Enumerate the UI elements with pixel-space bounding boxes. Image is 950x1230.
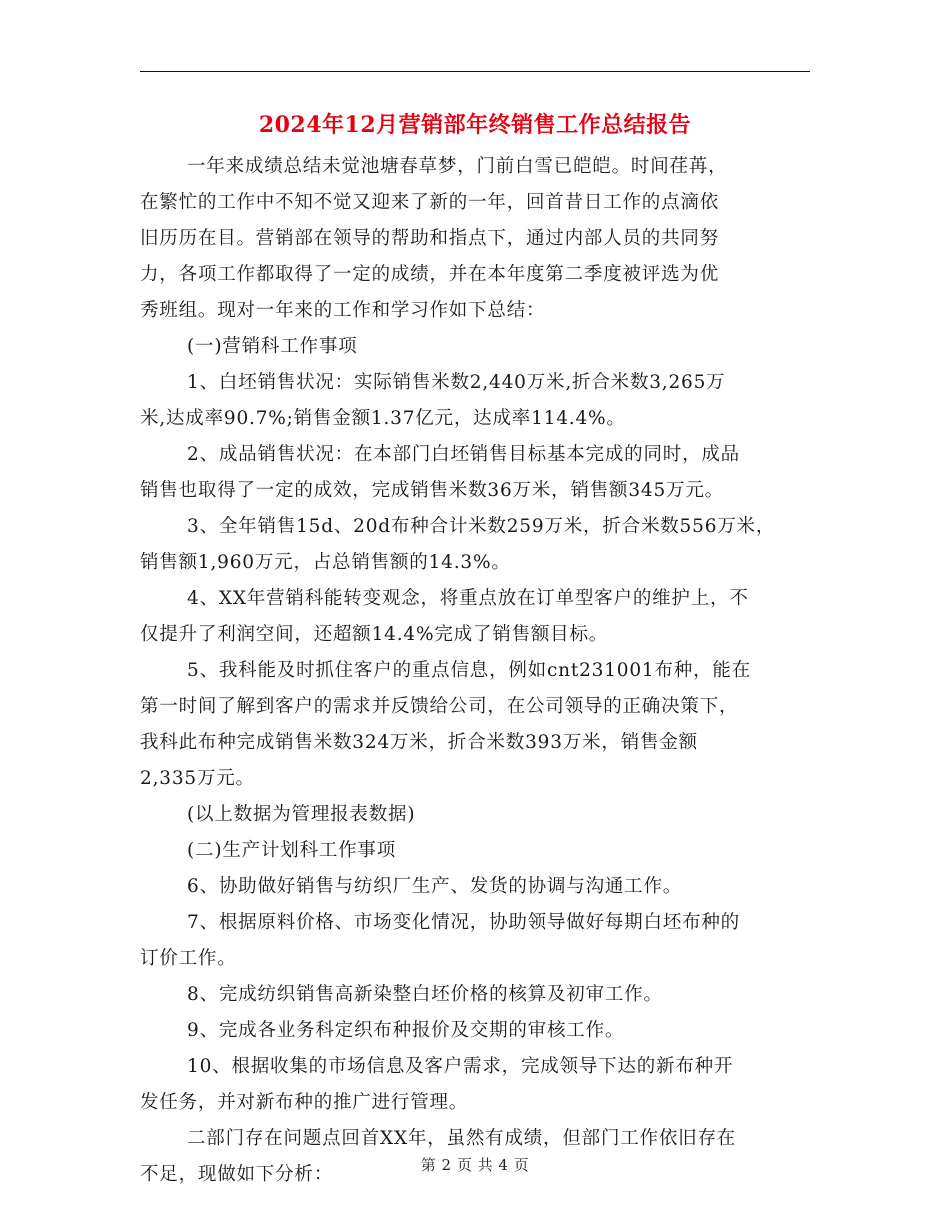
text-line: 发任务，并对新布种的推广进行管理。 [140, 1092, 469, 1113]
text-line: 力，各项工作都取得了一定的成绩，并在本年度第二季度被评选为优 [140, 264, 720, 285]
text-line: 9、完成各业务科定织布种报价及交期的审核工作。 [187, 1020, 625, 1041]
text-line: 米,达成率90.7%;销售金额1.37亿元，达成率114.4%。 [140, 408, 626, 429]
text-line: 我科此布种完成销售米数324万米，折合米数393万米，销售金额 [140, 732, 698, 753]
text-line: 10、根据收集的市场信息及客户需求，完成领导下达的新布种开 [187, 1056, 734, 1077]
text-line: 不足，现做如下分析： [140, 1164, 334, 1185]
document-body [140, 149, 820, 1193]
text-line: 订价工作。 [140, 948, 237, 969]
text-line: 在繁忙的工作中不知不觉又迎来了新的一年，回首昔日工作的点滴依 [140, 192, 720, 213]
text-line: (二)生产计划科工作事项 [187, 840, 397, 861]
text-line: 4、XX年营销科能转变观念，将重点放在订单型客户的维护上，不 [187, 588, 749, 609]
text-line: (一)营销科工作事项 [187, 336, 358, 357]
text-line: 一年来成绩总结未觉池塘春草梦，门前白雪已皑皑。时间荏苒， [187, 156, 728, 177]
text-line: 第一时间了解到客户的需求并反馈给公司，在公司领导的正确决策下， [140, 696, 739, 717]
text-line: 6、协助做好销售与纺织厂生产、发货的协调与沟通工作。 [187, 876, 683, 897]
text-line: 秀班组。现对一年来的工作和学习作如下总结： [140, 300, 546, 321]
text-line: 1、白坯销售状况：实际销售米数2,440万米,折合米数3,265万 [187, 372, 726, 393]
text-line: 销售额1,960万元，占总销售额的14.3%。 [140, 552, 511, 573]
text-line: 旧历历在目。营销部在领导的帮助和指点下，通过内部人员的共同努 [140, 228, 720, 249]
text-line: 5、我科能及时抓住客户的重点信息，例如cnt231001布种，能在 [187, 660, 752, 681]
text-line: 仅提升了利润空间，还超额14.4%完成了销售额目标。 [140, 624, 609, 645]
text-line: 销售也取得了一定的成效，完成销售米数36万米，销售额345万元。 [140, 480, 724, 501]
document-title: 2024年12月营销部年终销售工作总结报告 [258, 112, 692, 138]
text-line: 二部门存在问题点回首XX年，虽然有成绩，但部门工作依旧存在 [187, 1128, 737, 1149]
page-footer: 第 2 页 共 4 页 [420, 1156, 530, 1174]
text-line: 8、完成纺织销售高新染整白坯价格的核算及初审工作。 [187, 984, 663, 1005]
text-line: 3、全年销售15d、20d布种合计米数259万米，折合米数556万米， [187, 516, 776, 537]
text-line: 2,335万元。 [140, 768, 255, 789]
text-line: (以上数据为管理报表数据) [187, 804, 416, 825]
header-rule [140, 71, 810, 72]
text-line: 2、成品销售状况：在本部门白坯销售目标基本完成的同时，成品 [187, 444, 740, 465]
text-line: 7、根据原料价格、市场变化情况，协助领导做好每期白坯布种的 [187, 912, 740, 933]
